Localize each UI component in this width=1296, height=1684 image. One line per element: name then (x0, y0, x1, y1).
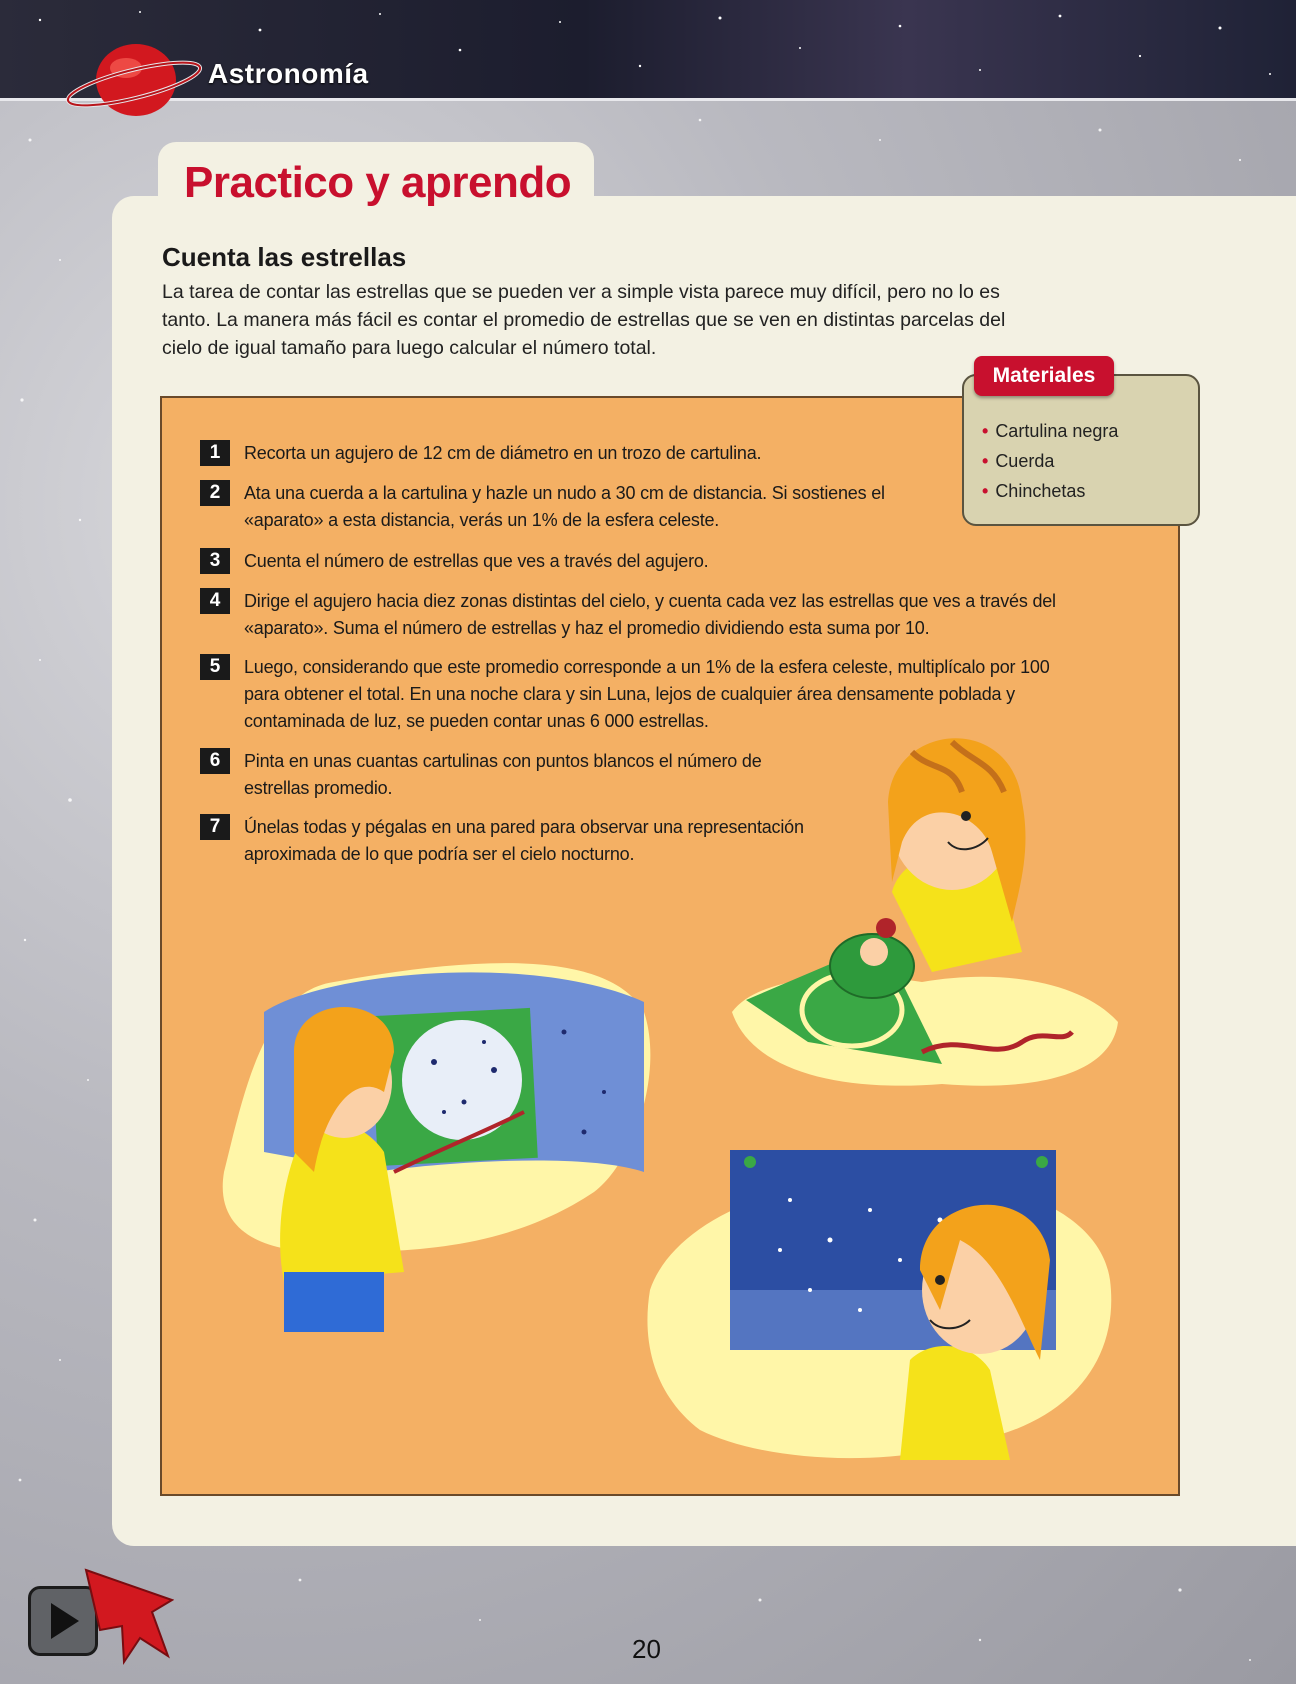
step-number: 5 (200, 654, 230, 680)
page-title: Practico y aprendo (184, 158, 572, 207)
girl-cutting-illustration (722, 732, 1122, 1102)
activity-title: Cuenta las estrellas (162, 242, 407, 272)
girl-looking-through-cardboard-illustration (204, 952, 664, 1382)
planet-icon (64, 38, 204, 120)
step-number: 4 (200, 588, 230, 614)
material-item: • Chinchetas (982, 476, 1118, 506)
girl-looking-at-poster-illustration (640, 1140, 1120, 1480)
materials-box (962, 374, 1200, 526)
step-text: Ata una cuerda a la cartulina y hazle un nudo a 30 cm de distancia. Si sostienes el «aparato» a esta distancia, verás un 1% de la esfera celeste. (244, 483, 885, 530)
section-label: Astronomía (208, 58, 369, 89)
step-6 (200, 748, 800, 802)
step-text: Cuenta el número de estrellas que ves a través del agujero. (244, 551, 709, 571)
step-text: Dirige el agujero hacia diez zonas distintas del cielo, y cuenta cada vez las estrellas que ves a través del «aparato». Suma el número de estrellas y haz el promedio dividiendo esta suma por 10. (244, 591, 1056, 638)
materials-title: Materiales (974, 356, 1114, 396)
material-item: • Cuerda (982, 446, 1118, 476)
red-arrow-icon (82, 1566, 174, 1666)
step-5 (200, 654, 1080, 735)
step-number: 3 (200, 548, 230, 574)
step-text: Luego, considerando que este promedio corresponde a un 1% de la esfera celeste, multiplícalo por 100 para obtener el total. En una noche clara y sin Luna, lejos de cualquier área densamente poblada y contaminada de luz, se pueden contar unas 6 000 estrellas. (244, 657, 1050, 731)
step-2 (200, 480, 900, 534)
step-number: 7 (200, 814, 230, 840)
step-text: Pinta en unas cuantas cartulinas con puntos blancos el número de estrellas promedio. (244, 751, 762, 798)
step-number: 6 (200, 748, 230, 774)
activity-intro: La tarea de contar las estrellas que se pueden ver a simple vista parece muy difícil, pero no lo es tanto. La manera más fácil es contar el promedio de estrellas que se ven en distintas parcelas del cielo de igual tamaño para luego calcular el número total. (162, 281, 1006, 359)
materials-list (982, 416, 1118, 506)
step-text: Recorta un agujero de 12 cm de diámetro en un trozo de cartulina. (244, 443, 762, 463)
step-4 (200, 588, 1080, 642)
page-number: 20 (632, 1634, 661, 1664)
material-item: • Cartulina negra (982, 416, 1118, 446)
step-1 (200, 440, 900, 467)
step-3 (200, 548, 1080, 575)
step-text: Únelas todas y pégalas en una pared para observar una representación aproximada de lo que podría ser el cielo nocturno. (244, 817, 804, 864)
step-number: 1 (200, 440, 230, 466)
step-number: 2 (200, 480, 230, 506)
